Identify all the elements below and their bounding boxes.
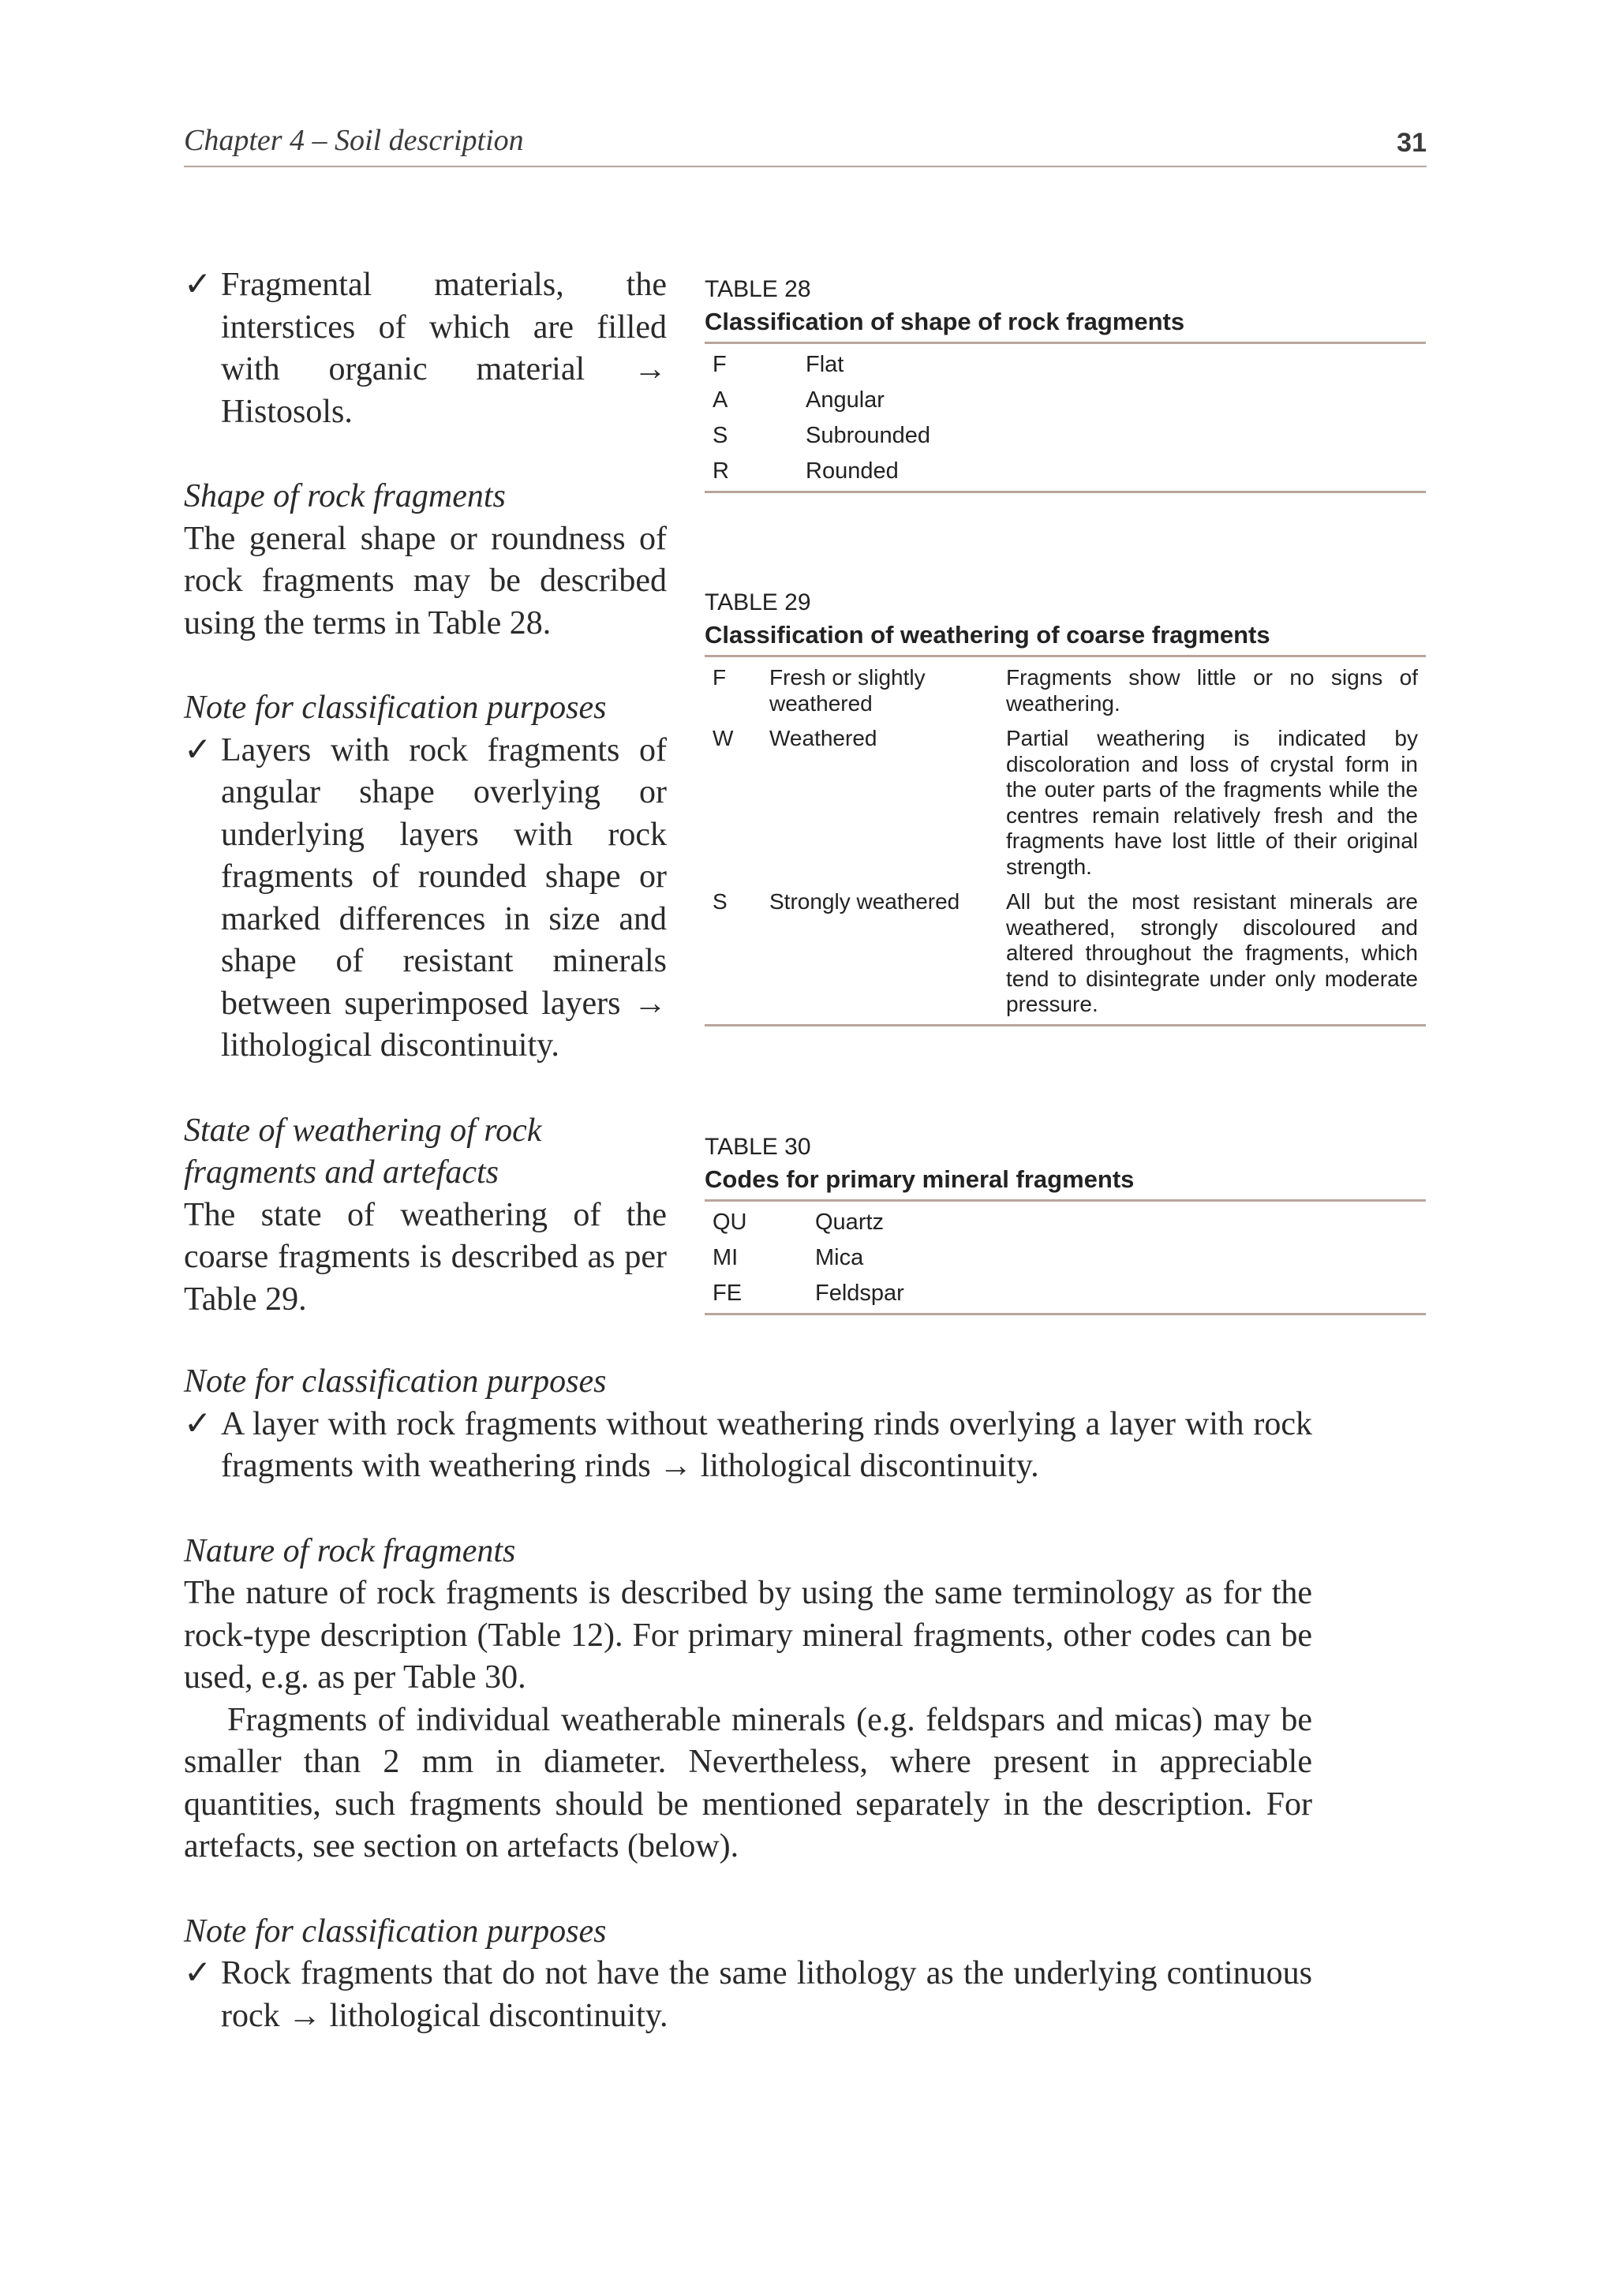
code-cell: FE bbox=[713, 1281, 743, 1306]
table-row bbox=[705, 660, 1426, 721]
paragraph-weathering: The state of weathering of the coarse fragments is described as per Table 29. bbox=[184, 1196, 667, 1318]
table-row bbox=[705, 1276, 1426, 1311]
table-caption: Classification of weathering of coarse fragments bbox=[705, 619, 1426, 657]
table-caption: Codes for primary mineral fragments bbox=[705, 1164, 1426, 1202]
table-row bbox=[705, 383, 1426, 418]
paragraph-weatherable-minerals: Fragments of individual weatherable minerals (e.g. feldspars and micas) may be smaller than 2 mm in diameter. Nevertheless, where present in appreciable quantities, such fragments should be mentioned separately in the description. For artefacts, see section on artefacts (below). bbox=[184, 1701, 1312, 1864]
bullet-histosols bbox=[184, 264, 667, 433]
table-row bbox=[705, 418, 1426, 454]
note-heading: Note for classification purposes bbox=[184, 690, 607, 726]
description-cell: All but the most resistant minerals are weathered, strongly discoloured and altered throughout the fragments, which tend to disintegrate under only moderate pressure. bbox=[1006, 889, 1418, 1016]
table-label: TABLE 30 bbox=[705, 1134, 811, 1160]
code-cell: F bbox=[713, 352, 727, 377]
chapter-title: Chapter 4 – Soil description bbox=[184, 124, 524, 157]
value-cell: Subrounded bbox=[806, 423, 931, 448]
code-cell: QU bbox=[713, 1210, 747, 1235]
code-cell: R bbox=[713, 458, 729, 484]
table-body bbox=[705, 1202, 1426, 1315]
code-cell: A bbox=[713, 387, 728, 413]
table-29 bbox=[705, 586, 1426, 1026]
bullet-text: Layers with rock fragments of angular shape overlying or underlying layers with rock fragments of rounded shape or marked differences in size and shape of resistant minerals between superimposed layers → lithological discontinuity. bbox=[221, 731, 667, 1064]
value-cell: Rounded bbox=[806, 458, 899, 484]
code-cell: S bbox=[713, 889, 728, 914]
table-30 bbox=[705, 1131, 1426, 1315]
table-row bbox=[705, 884, 1426, 1023]
page-number: 31 bbox=[1397, 128, 1427, 158]
section-heading-shape: Shape of rock fragments bbox=[184, 478, 506, 514]
value-cell: Angular bbox=[806, 387, 885, 413]
checkmark-icon: ✓ bbox=[184, 731, 212, 768]
table-row bbox=[705, 721, 1426, 884]
code-cell: S bbox=[713, 423, 728, 448]
code-cell: F bbox=[713, 665, 727, 690]
table-body bbox=[705, 344, 1426, 493]
class-cell: Weathered bbox=[769, 726, 877, 750]
class-cell: Fresh or slightly weathered bbox=[769, 665, 926, 716]
left-column bbox=[184, 264, 667, 1321]
table-28 bbox=[705, 273, 1426, 493]
bullet-text: Rock fragments that do not have the same lithology as the underlying continuous rock → lithological discontinuity. bbox=[221, 1955, 1312, 2034]
bullet-lithology bbox=[184, 1953, 1312, 2037]
checkmark-icon: ✓ bbox=[184, 1405, 212, 1442]
paragraph-nature: The nature of rock fragments is described by using the same terminology as for the rock-type description (Table 12). For primary mineral fragments, other codes can be used, e.g. as per Table 30. bbox=[184, 1575, 1312, 1696]
main-column bbox=[184, 1361, 1312, 2037]
table-caption: Classification of shape of rock fragments bbox=[705, 306, 1426, 344]
bullet-text: Fragmental materials, the interstices of which are filled with organic material → Histosols. bbox=[221, 267, 667, 430]
code-cell: MI bbox=[713, 1245, 739, 1270]
paragraph-shape: The general shape or roundness of rock fragments may be described using the terms in Table 28. bbox=[184, 520, 667, 641]
checkmark-icon: ✓ bbox=[184, 1955, 212, 1991]
code-cell: W bbox=[713, 726, 734, 750]
note-heading: Note for classification purposes bbox=[184, 1363, 607, 1400]
value-cell: Flat bbox=[806, 352, 844, 377]
value-cell: Mica bbox=[815, 1245, 864, 1270]
checkmark-icon: ✓ bbox=[184, 267, 212, 303]
bullet-text: A layer with rock fragments without weathering rinds overlying a layer with rock fragments with weathering rinds → lithological discontinuity. bbox=[221, 1405, 1312, 1484]
value-cell: Feldspar bbox=[815, 1281, 904, 1306]
section-heading-nature: Nature of rock fragments bbox=[184, 1532, 516, 1569]
note-heading: Note for classification purposes bbox=[184, 1913, 607, 1950]
section-heading-weathering: State of weathering of rock fragments and artefacts bbox=[184, 1112, 542, 1191]
description-cell: Partial weathering is indicated by discoloration and loss of crystal form in the outer parts of the fragments while the centres remain relatively fresh and the fragments have lost little of their original strength. bbox=[1006, 726, 1418, 879]
bullet-weathering-rinds bbox=[184, 1404, 1312, 1488]
table-label: TABLE 29 bbox=[705, 589, 811, 615]
description-cell: Fragments show little or no signs of weathering. bbox=[1006, 665, 1418, 716]
table-row bbox=[705, 1240, 1426, 1276]
table-row bbox=[705, 454, 1426, 489]
bullet-note-angular bbox=[184, 730, 667, 1068]
table-row bbox=[705, 347, 1426, 383]
table-body bbox=[705, 657, 1426, 1026]
table-label: TABLE 28 bbox=[705, 276, 811, 302]
class-cell: Strongly weathered bbox=[769, 889, 960, 914]
table-row bbox=[705, 1205, 1426, 1240]
value-cell: Quartz bbox=[815, 1210, 885, 1235]
header-divider bbox=[184, 166, 1427, 167]
